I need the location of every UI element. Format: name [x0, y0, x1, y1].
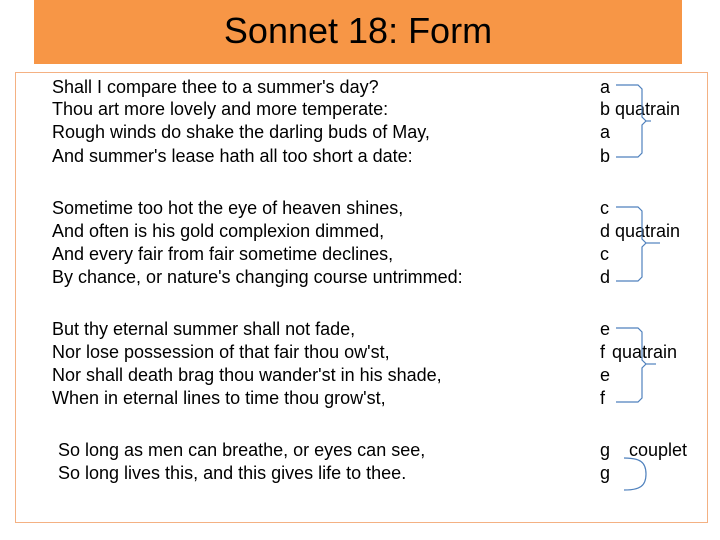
poem-line: Thou art more lovely and more temperate:: [52, 99, 389, 119]
poem-line: So long lives this, and this gives life to thee.: [58, 463, 407, 483]
rhyme-letter: c: [600, 244, 609, 264]
slide-title: Sonnet 18: Form: [223, 10, 493, 51]
rhyme-letter: a: [600, 77, 611, 97]
poem-line: Rough winds do shake the darling buds of May,: [52, 122, 430, 142]
poem-line: When in eternal lines to time thou grow'st,: [52, 388, 386, 408]
rhyme-letter: b: [600, 99, 611, 119]
rhyme-letter: c: [600, 198, 609, 218]
poem-line: And often is his gold complexion dimmed,: [52, 221, 385, 241]
quatrain-brace-icon: [614, 83, 652, 159]
title-bar: [34, 0, 682, 64]
rhyme-letter: d: [600, 267, 611, 287]
poem-line: Nor shall death brag thou wander'st in his shade,: [52, 365, 442, 385]
stanza-form-label: couplet: [629, 440, 688, 460]
rhyme-letter: d: [600, 221, 611, 241]
rhyme-letter: e: [600, 365, 611, 385]
rhyme-letter: b: [600, 146, 611, 166]
poem-line: By chance, or nature's changing course untrimmed:: [52, 267, 463, 287]
poem-line: And summer's lease hath all too short a date:: [52, 146, 413, 166]
stanza-form-label: quatrain: [615, 99, 681, 119]
rhyme-letter: g: [600, 463, 611, 483]
rhyme-letter: g: [600, 440, 611, 460]
rhyme-letter: f: [600, 388, 606, 408]
poem-line: Sometime too hot the eye of heaven shines,: [52, 198, 404, 218]
stanza-form-label: quatrain: [615, 221, 681, 241]
poem-line: Nor lose possession of that fair thou ow'st,: [52, 342, 390, 362]
quatrain-brace-icon: [614, 205, 662, 283]
poem-line: And every fair from fair sometime declines,: [52, 244, 394, 264]
poem-line: So long as men can breathe, or eyes can see,: [58, 440, 426, 460]
rhyme-letter: e: [600, 319, 611, 339]
poem-line: But thy eternal summer shall not fade,: [52, 319, 356, 339]
quatrain-brace-icon: [614, 326, 658, 404]
rhyme-letter: a: [600, 122, 611, 142]
poem-line: Shall I compare thee to a summer's day?: [52, 77, 379, 97]
stanza-form-label: quatrain: [612, 342, 678, 362]
rhyme-letter: f: [600, 342, 606, 362]
couplet-brace-icon: [622, 456, 652, 492]
